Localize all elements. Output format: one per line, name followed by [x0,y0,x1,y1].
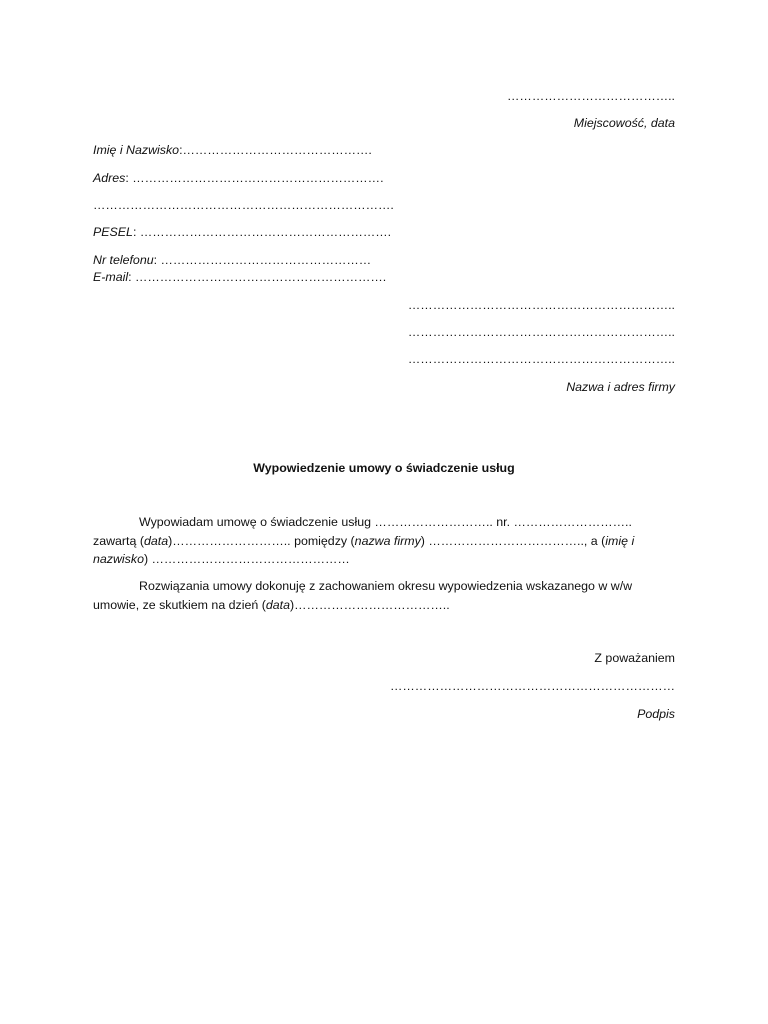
p1-text-b: zawartą ( [93,533,144,548]
sender-phone-dots: : …………………………………………… [153,253,372,267]
recipient-line-2: ……………………………………………………….. [407,325,675,339]
p1-text-a: Wypowiadam umowę o świadczenie usług ……………………….. nr. ……………………….. [139,515,632,529]
signature-dots: …………………………………………………………… [390,679,675,693]
sender-name-dots: :………………………………………. [179,143,372,157]
sender-address-label: Adres [93,171,126,185]
sender-email-dots: : ……………………………………………………. [128,270,387,284]
place-date-label: Miejscowość, data [573,116,675,130]
p1-name-field: imię i nazwisko [93,533,635,567]
sender-name-label: Imię i Nazwisko [93,143,180,157]
p1-data-field: data [143,533,169,548]
sender-pesel-dots: : ……………………………………………………. [132,225,392,239]
p1-text-d: ) ……………………………….., a ( [420,533,606,548]
sender-phone-line [93,252,371,268]
p1-text-c: )……………………….. pomiędzy ( [168,533,355,548]
recipient-label: Nazwa i adres firmy [566,380,675,394]
p1-text-e: ) ………………………………………… [143,552,350,567]
sender-name-line [93,142,372,158]
sender-pesel-label: PESEL [93,225,133,239]
sender-pesel-line [93,224,391,240]
sender-address-dots: : ……………………………………………………. [125,171,384,185]
p2-text-a: Rozwiązania umowy dokonuję z zachowaniem okresu wypowiedzenia wskazanego w w/w umowie, ze skutkiem na dzień ( [93,579,633,612]
paragraph-termination [93,513,678,569]
recipient-line-3: ……………………………………………………….. [407,352,675,366]
paragraph-notice-period [93,577,678,614]
sender-email-line [93,269,386,285]
place-date-dots: ………………………………….. [507,89,675,103]
p1-firm-field: nazwa firmy [354,533,421,548]
sender-address-line2: ………………………………………………………………. [93,198,394,212]
sender-address-line [93,170,384,186]
recipient-line-1: ……………………………………………………….. [407,298,675,312]
signature-label: Podpis [637,707,675,721]
p2-text-b: )……………………………….. [289,597,450,612]
document-title: Wypowiedzenie umowy o świadczenie usług [253,461,515,475]
sender-email-label: E-mail [93,270,129,284]
closing-greeting: Z poważaniem [594,651,675,665]
p2-data-field: data [265,597,290,612]
sender-phone-label: Nr telefonu [93,253,154,267]
